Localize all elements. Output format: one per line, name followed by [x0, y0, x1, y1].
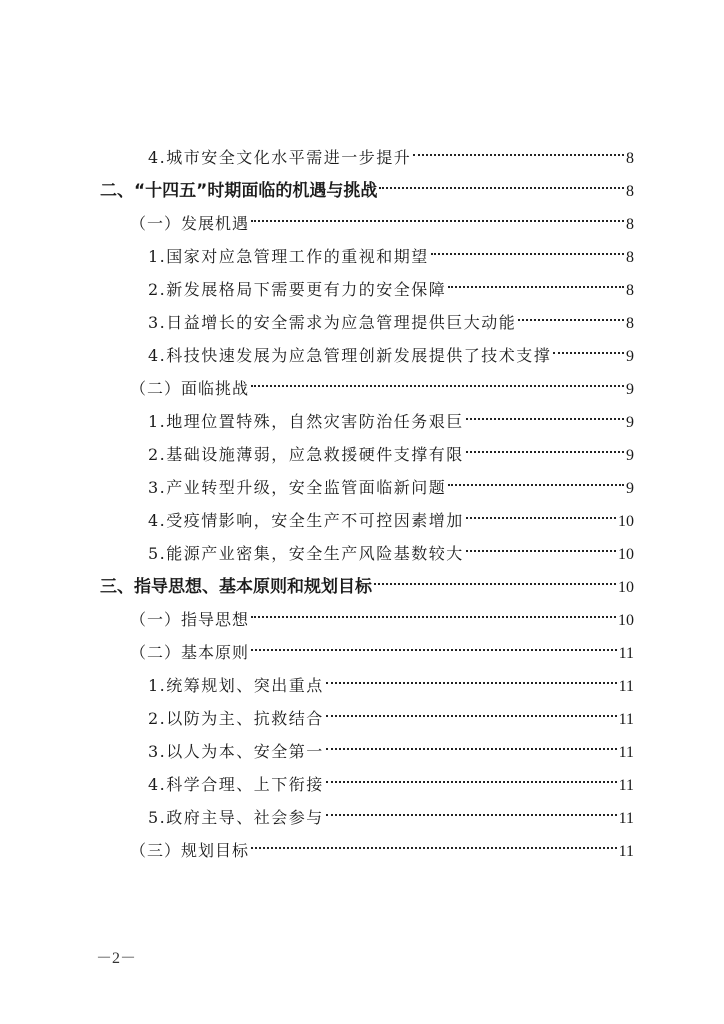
dot-leader: [518, 302, 624, 328]
toc-entry-title: 5.政府主导、社会参与: [148, 808, 324, 827]
toc-entry[interactable]: [130, 830, 634, 860]
toc-entry-page: 8: [626, 216, 634, 233]
toc-entry-page: 8: [626, 315, 634, 332]
toc-entry-title: 3.以人为本、安全第一: [148, 742, 324, 761]
toc-entry[interactable]: [130, 368, 634, 398]
toc-entry[interactable]: [148, 269, 634, 299]
dot-leader: [251, 368, 624, 394]
toc-entry-page: 10: [618, 513, 634, 530]
toc-entry-title: 2.基础设施薄弱，应急救援硬件支撑有限: [148, 445, 464, 464]
toc-entry-title: 4.科学合理、上下衔接: [148, 775, 324, 794]
toc-entry-title: 4.城市安全文化水平需进一步提升: [148, 148, 412, 167]
dot-leader: [326, 797, 617, 823]
dot-leader: [466, 500, 616, 526]
toc-entry-page: 8: [626, 282, 634, 299]
toc-entry[interactable]: [148, 137, 634, 167]
toc-entry[interactable]: [148, 302, 634, 332]
toc-entry-title: （二）面临挑战: [130, 379, 250, 398]
toc-entry-title: （一）指导思想: [130, 610, 250, 629]
toc-entry[interactable]: [130, 203, 634, 233]
toc-entry-page: 10: [618, 579, 634, 596]
toc-entry-page: 9: [626, 348, 634, 365]
toc-entry-page: 11: [618, 810, 634, 827]
toc-entry-page: 9: [626, 447, 634, 464]
toc-entry-title: 4.科技快速发展为应急管理创新发展提供了技术支撑: [148, 346, 552, 365]
toc-entry-title: 3.产业转型升级，安全监管面临新问题: [148, 478, 447, 497]
toc-entry-page: 8: [626, 150, 634, 167]
toc-entry[interactable]: [148, 467, 634, 497]
dot-leader: [448, 467, 624, 493]
toc-entry[interactable]: [130, 599, 634, 629]
toc-entry[interactable]: [148, 335, 634, 365]
dot-leader: [251, 632, 617, 658]
toc-entry-title: （三）规划目标: [130, 841, 250, 860]
toc-entry-page: 9: [626, 480, 634, 497]
toc-entry-title: 2.新发展格局下需要更有力的安全保障: [148, 280, 447, 299]
dot-leader: [466, 434, 624, 460]
toc-entry-title: 1.国家对应急管理工作的重视和期望: [148, 247, 429, 266]
toc-entry-title: 二、“十四五”时期面临的机遇与挑战: [100, 181, 378, 201]
dot-leader: [448, 269, 624, 295]
dot-leader: [553, 335, 624, 361]
toc-entry[interactable]: [148, 533, 634, 563]
toc-entry-page: 8: [626, 249, 634, 266]
dot-leader: [326, 698, 617, 724]
toc-entry-title: 2.以防为主、抗救结合: [148, 709, 324, 728]
toc-entry-title: 3.日益增长的安全需求为应急管理提供巨大动能: [148, 313, 517, 332]
toc-entry[interactable]: [148, 764, 634, 794]
toc-entry[interactable]: [148, 731, 634, 761]
dot-leader: [251, 203, 624, 229]
dot-leader: [326, 665, 617, 691]
toc-entry-title: 4.受疫情影响，安全生产不可控因素增加: [148, 511, 464, 530]
toc-entry-title: 1.地理位置特殊，自然灾害防治任务艰巨: [148, 412, 464, 431]
dot-leader: [251, 830, 617, 856]
toc-entry[interactable]: [148, 500, 634, 530]
toc-entry-title: （一）发展机遇: [130, 214, 250, 233]
dot-leader: [379, 170, 624, 196]
toc-entry[interactable]: [148, 797, 634, 827]
toc-entry[interactable]: [148, 236, 634, 266]
toc-entry-title: （二）基本原则: [130, 643, 250, 662]
dot-leader: [431, 236, 624, 262]
toc-entry[interactable]: [148, 665, 634, 695]
dot-leader: [466, 401, 624, 427]
toc-entry-page: 8: [626, 183, 634, 200]
toc-entry-page: 11: [618, 744, 634, 761]
toc-entry-title: 5.能源产业密集，安全生产风险基数较大: [148, 544, 464, 563]
toc-entry-page: 11: [618, 711, 634, 728]
toc-entry-page: 9: [626, 414, 634, 431]
toc-entry-page: 11: [618, 843, 634, 860]
toc-entry[interactable]: [100, 566, 634, 597]
toc-entry[interactable]: [148, 698, 634, 728]
toc-entry-title: 三、指导思想、基本原则和规划目标: [100, 577, 372, 597]
toc-entry-page: 10: [618, 546, 634, 563]
toc-entry[interactable]: [130, 632, 634, 662]
dot-leader: [326, 731, 617, 757]
toc-entry-page: 9: [626, 381, 634, 398]
toc-entry-page: 11: [618, 678, 634, 695]
toc-entry-page: 10: [618, 612, 634, 629]
toc-entry-title: 1.统筹规划、突出重点: [148, 676, 324, 695]
dot-leader: [251, 599, 616, 625]
dot-leader: [326, 764, 617, 790]
dot-leader: [374, 566, 616, 592]
page-number: －2－: [96, 950, 137, 967]
dot-leader: [413, 137, 624, 163]
toc-entry[interactable]: [148, 434, 634, 464]
toc-entry[interactable]: [148, 401, 634, 431]
toc-entry[interactable]: [100, 170, 634, 201]
toc-entry-page: 11: [618, 777, 634, 794]
toc-entry-page: 11: [618, 645, 634, 662]
dot-leader: [466, 533, 616, 559]
